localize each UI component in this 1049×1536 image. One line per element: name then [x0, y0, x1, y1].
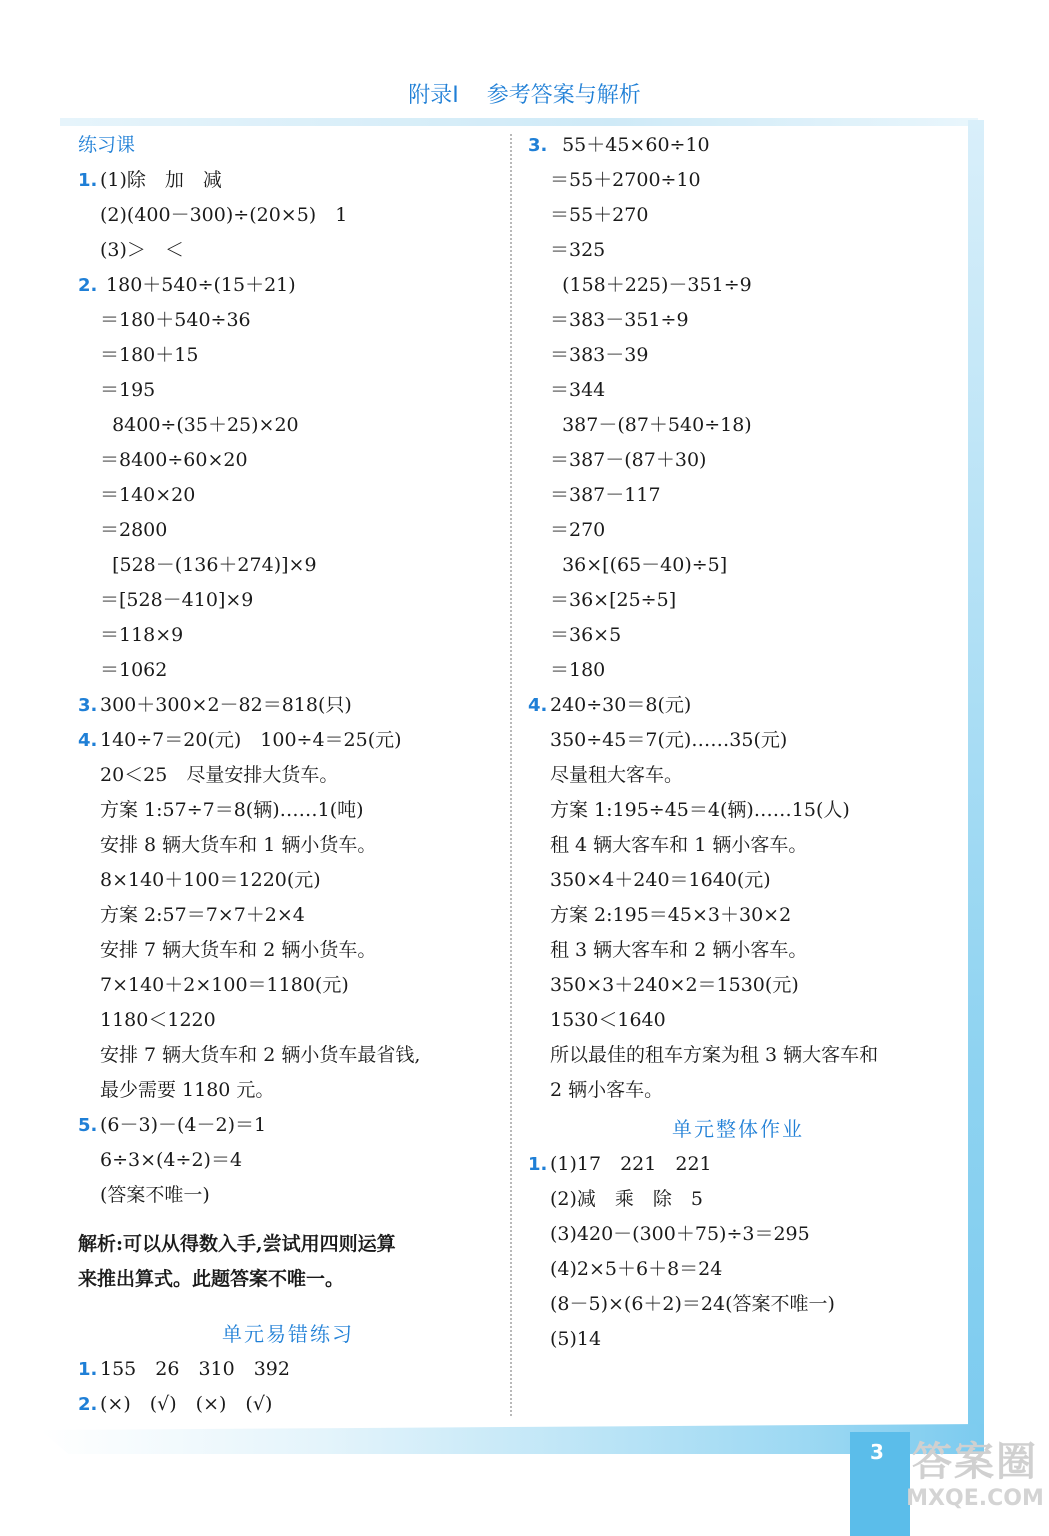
answer-text: 方案 2:195＝45×3＋30×2: [550, 904, 792, 926]
appendix-label: 附录Ⅰ: [408, 83, 459, 108]
right-answer-lines: [528, 128, 948, 1108]
answer-line: [78, 233, 498, 268]
question-number: 1.: [78, 1359, 98, 1380]
answer-text: ＝344: [550, 379, 606, 401]
answer-text: ＝270: [550, 519, 606, 541]
answer-text: ＝195: [100, 379, 156, 401]
answer-text: 240÷30＝8(元): [550, 694, 692, 716]
answer-line: [528, 863, 948, 898]
answer-text: (3)420－(300＋75)÷3＝295: [550, 1223, 810, 1245]
right-column: [528, 128, 948, 1357]
answer-text: (×) (√) (×) (√): [100, 1393, 273, 1415]
analysis-line: 来推出算式。此题答案不唯一。: [78, 1268, 345, 1290]
answer-line: [528, 1217, 948, 1252]
answer-line: [78, 1143, 498, 1178]
answer-text: ＝387－(87＋30): [550, 449, 707, 471]
answer-line: [78, 373, 498, 408]
page-header: [0, 78, 1049, 109]
answer-line: [528, 758, 948, 793]
answer-text: 140÷7＝20(元) 100÷4＝25(元): [100, 729, 402, 751]
answer-line: [528, 548, 948, 583]
answer-text: (1)除 加 减: [100, 169, 222, 191]
question-number: 4.: [528, 695, 548, 716]
answer-text: (1)17 221 221: [550, 1153, 712, 1175]
answer-text: ＝55＋270: [550, 204, 649, 226]
answer-line: [528, 898, 948, 933]
answer-line: [528, 723, 948, 758]
question-number: 3.: [78, 695, 98, 716]
answer-line: [78, 1003, 498, 1038]
answer-line: [78, 968, 498, 1003]
answer-text: 6÷3×(4÷2)＝4: [100, 1149, 243, 1171]
answer-line: [528, 1287, 948, 1322]
answer-text: ＝118×9: [100, 624, 184, 646]
answer-text: 安排 8 辆大货车和 1 辆小货车。: [100, 834, 377, 856]
answer-line: [78, 1038, 498, 1073]
answer-line: [78, 548, 498, 583]
answer-line: [528, 163, 948, 198]
answer-text: ＝8400÷60×20: [100, 449, 248, 471]
answer-text: 155 26 310 392: [100, 1358, 290, 1380]
answer-line: [528, 1252, 948, 1287]
answer-line: [78, 268, 498, 303]
answer-line: [78, 583, 498, 618]
answer-text: ＝140×20: [100, 484, 196, 506]
answer-line: [528, 408, 948, 443]
answer-text: 1530＜1640: [550, 1009, 666, 1031]
answer-text: (158＋225)－351÷9: [550, 274, 752, 296]
page-frame-top: [60, 118, 978, 126]
answer-text: ＝383－39: [550, 344, 649, 366]
question-number: 5.: [78, 1115, 98, 1136]
answer-text: ＝[528－410]×9: [100, 589, 254, 611]
answer-line: [78, 793, 498, 828]
answer-text: 2 辆小客车。: [550, 1079, 664, 1101]
answer-line: [78, 618, 498, 653]
answer-text: (8－5)×(6＋2)＝24(答案不唯一): [550, 1293, 835, 1315]
answer-line: [528, 373, 948, 408]
answer-text: 方案 1:195÷45＝4(辆)……15(人): [550, 799, 850, 821]
answer-text: ＝36×[25÷5]: [550, 589, 677, 611]
answer-text: ＝387－117: [550, 484, 661, 506]
answer-line: [78, 303, 498, 338]
answer-text: ＝36×5: [550, 624, 622, 646]
subheading-unit-homework: 单元整体作业: [672, 1117, 804, 1141]
answer-line: [78, 338, 498, 373]
answer-line: [78, 688, 498, 723]
answer-line: [528, 303, 948, 338]
question-number: 3.: [528, 135, 548, 156]
answer-line: [528, 1073, 948, 1108]
answer-text: ＝1062: [100, 659, 168, 681]
answer-text: (3)＞ ＜: [100, 239, 184, 261]
answer-text: 1180＜1220: [100, 1009, 216, 1031]
answer-line: [528, 443, 948, 478]
answer-line: [528, 268, 948, 303]
page-frame-bottom: [40, 1424, 984, 1454]
answer-line: [528, 233, 948, 268]
answer-text: ＝383－351÷9: [550, 309, 689, 331]
answer-text: 387－(87＋540÷18): [550, 414, 752, 436]
answer-line: [528, 478, 948, 513]
answer-text: 36×[(65－40)÷5]: [550, 554, 728, 576]
answer-text: ＝180＋540÷36: [100, 309, 251, 331]
answer-line: [78, 863, 498, 898]
answer-text: 350÷45＝7(元)……35(元): [550, 729, 788, 751]
page-number: 3: [870, 1440, 884, 1464]
answer-text: 300＋300×2－82＝818(只): [100, 694, 352, 716]
answer-line: [78, 723, 498, 758]
left-answer-lines: [78, 163, 498, 1213]
answer-line: [78, 163, 498, 198]
answer-text: 方案 1:57÷7＝8(辆)……1(吨): [100, 799, 364, 821]
answer-text: 安排 7 辆大货车和 2 辆小货车最省钱,: [100, 1044, 421, 1066]
answer-line: [78, 1073, 498, 1108]
question-number: 1.: [528, 1154, 548, 1175]
answer-text: 350×3＋240×2＝1530(元): [550, 974, 799, 996]
answer-line: [528, 828, 948, 863]
answer-line: [528, 198, 948, 233]
answer-text: (6－3)－(4－2)＝1: [100, 1114, 267, 1136]
answer-text: 8×140＋100＝1220(元): [100, 869, 321, 891]
answer-text: (4)2×5＋6＋8＝24: [550, 1258, 723, 1280]
answer-text: 55＋45×60÷10: [550, 134, 710, 156]
answer-line: [78, 443, 498, 478]
answer-line: [528, 793, 948, 828]
answer-line: [528, 128, 948, 163]
answer-text: 安排 7 辆大货车和 2 辆小货车。: [100, 939, 377, 961]
answer-line: [528, 338, 948, 373]
answer-line: [78, 408, 498, 443]
answer-line: [78, 1387, 498, 1422]
answer-text: 7×140＋2×100＝1180(元): [100, 974, 349, 996]
question-number: 2.: [78, 275, 98, 296]
answer-line: [78, 1178, 498, 1213]
analysis-line: 解析:可以从得数入手,尝试用四则运算: [78, 1233, 396, 1255]
answer-text: [528－(136＋274)]×9: [100, 554, 317, 576]
answer-text: 8400÷(35＋25)×20: [100, 414, 299, 436]
answer-line: [528, 1322, 948, 1357]
answer-line: [78, 1108, 498, 1143]
question-number: 2.: [78, 1394, 98, 1415]
answer-line: [528, 618, 948, 653]
answer-line: [78, 1352, 498, 1387]
answer-text: 尽量租大客车。: [550, 764, 684, 786]
answer-line: [528, 933, 948, 968]
answer-line: [78, 898, 498, 933]
question-number: 4.: [78, 730, 98, 751]
answer-line: [78, 513, 498, 548]
answer-text: ＝325: [550, 239, 606, 261]
answer-text: 最少需要 1180 元。: [100, 1079, 275, 1101]
section-label: 练习课: [78, 134, 136, 156]
answer-line: [528, 653, 948, 688]
answer-text: (2)减 乘 除 5: [550, 1188, 704, 1210]
subheading-error-practice: 单元易错练习: [222, 1322, 354, 1346]
answer-line: [78, 828, 498, 863]
left-tail-lines: [78, 1352, 498, 1422]
answer-line: [78, 653, 498, 688]
watermark-url: MXQE.COM: [906, 1486, 1044, 1511]
answer-text: ＝180＋15: [100, 344, 199, 366]
question-number: 1.: [78, 170, 98, 191]
answer-line: [528, 968, 948, 1003]
answer-line: [528, 1003, 948, 1038]
answer-line: [528, 1147, 948, 1182]
answer-text: ＝2800: [100, 519, 168, 541]
right-tail-lines: [528, 1147, 948, 1357]
page-title: 参考答案与解析: [486, 83, 641, 108]
answer-line: [78, 198, 498, 233]
answer-line: [528, 1182, 948, 1217]
answer-text: 方案 2:57＝7×7＋2×4: [100, 904, 305, 926]
answer-text: 180＋540÷(15＋21): [100, 274, 296, 296]
answer-line: [78, 758, 498, 793]
answer-line: [528, 688, 948, 723]
answer-line: [528, 583, 948, 618]
answer-text: (2)(400－300)÷(20×5) 1: [100, 204, 348, 226]
answer-text: 20＜25 尽量安排大货车。: [100, 764, 339, 786]
answer-text: ＝55＋2700÷10: [550, 169, 701, 191]
watermark-logo: [905, 1440, 1045, 1530]
answer-text: (答案不唯一): [100, 1184, 210, 1206]
answer-line: [528, 513, 948, 548]
answer-text: 租 3 辆大客车和 2 辆小客车。: [550, 939, 808, 961]
column-divider: [510, 134, 512, 1416]
answer-text: (5)14: [550, 1328, 602, 1350]
answer-text: ＝180: [550, 659, 606, 681]
page-frame-right: [968, 120, 984, 1450]
answer-text: 350×4＋240＝1640(元): [550, 869, 771, 891]
answer-line: [528, 1038, 948, 1073]
answer-line: [78, 478, 498, 513]
answer-text: 所以最佳的租车方案为租 3 辆大客车和: [550, 1044, 879, 1066]
answer-text: 租 4 辆大客车和 1 辆小客车。: [550, 834, 808, 856]
left-column: [78, 128, 498, 1422]
answer-line: [78, 933, 498, 968]
watermark-text: 答案圈: [912, 1439, 1038, 1485]
